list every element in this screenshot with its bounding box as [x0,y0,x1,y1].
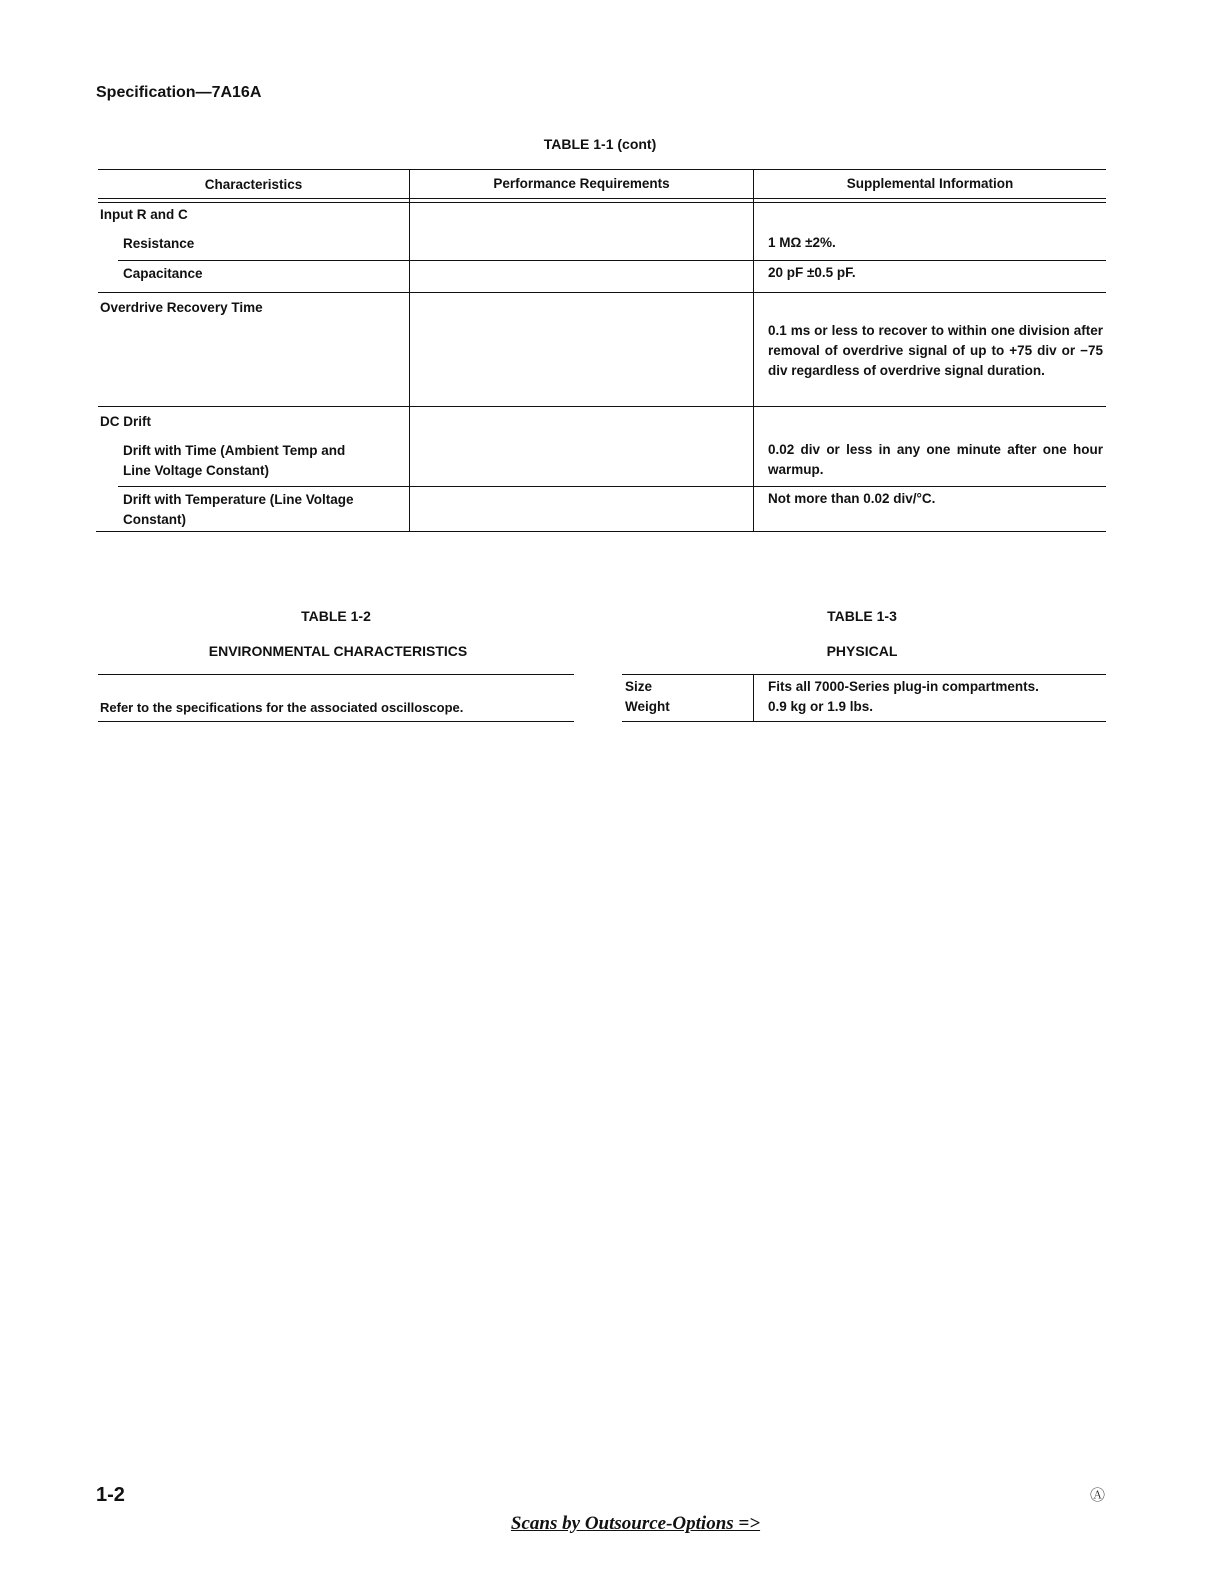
column-header-characteristics: Characteristics [204,177,303,192]
scan-credit-link[interactable]: Scans by Outsource-Options => [510,1513,761,1534]
row-label-resistance: Resistance [123,236,195,251]
row-supp-overdrive: 0.1 ms or less to recover to within one division after removal of overdrive signal of up to +75 div or −75 div regardless of overdrive signal duration. [768,323,1103,378]
table-1-3-title: TABLE 1-3 [827,608,897,624]
row-supp-resistance: 1 MΩ ±2%. [768,235,836,250]
table-1-3-divider [753,675,754,721]
row-rule-resistance [118,260,1106,261]
row-label-overdrive: Overdrive Recovery Time [100,300,263,315]
column-divider-1 [409,170,410,532]
physical-value-size: Fits all 7000-Series plug-in compartments. [768,679,1039,694]
row-rule-capacitance [98,292,1106,293]
column-header-supplemental: Supplemental Information [846,176,1014,191]
row-rule-drift-time [118,486,1106,487]
row-label-capacitance: Capacitance [123,266,203,281]
page-header-title: Specification—7A16A [96,84,262,101]
column-divider-2 [753,170,754,532]
row-supp-capacitance: 20 pF ±0.5 pF. [768,265,856,280]
physical-label-weight: Weight [625,699,670,714]
table-1-3-top-rule [622,674,1106,675]
table-1-2-top-rule [98,674,574,675]
table-1-1-header-rule-2 [98,202,1106,203]
row-label-input-rc: Input R and C [100,207,188,222]
table-1-3-bottom-rule [622,721,1106,722]
row-label-drift-temp: Drift with Temperature (Line Voltage Constant) [123,492,354,527]
physical-label-size: Size [625,679,653,694]
table-1-2-text: Refer to the specifications for the associated oscilloscope. [100,700,464,715]
table-1-3-subtitle: PHYSICAL [826,643,898,659]
row-supp-drift-time: 0.02 div or less in any one minute after one hour warmup. [768,442,1103,477]
row-label-dc-drift: DC Drift [100,414,151,429]
table-1-1-header-rule-1 [98,198,1106,199]
revision-mark: Ⓐ [1090,1487,1106,1504]
table-1-2-title: TABLE 1-2 [301,608,371,624]
table-1-1-title: TABLE 1-1 (cont) [543,136,657,152]
table-1-1-bottom-rule [96,531,1106,532]
row-rule-overdrive [98,406,1106,407]
table-1-1-top-rule [98,169,1106,170]
row-label-drift-time: Drift with Time (Ambient Temp and Line Voltage Constant) [123,443,346,478]
table-1-2-subtitle: ENVIRONMENTAL CHARACTERISTICS [208,643,468,659]
physical-value-weight: 0.9 kg or 1.9 lbs. [768,699,874,714]
table-1-2-bottom-rule [98,721,574,722]
page-number: 1-2 [96,1484,125,1506]
column-header-performance: Performance Requirements [493,176,670,191]
row-supp-drift-temp: Not more than 0.02 div/°C. [768,491,936,506]
